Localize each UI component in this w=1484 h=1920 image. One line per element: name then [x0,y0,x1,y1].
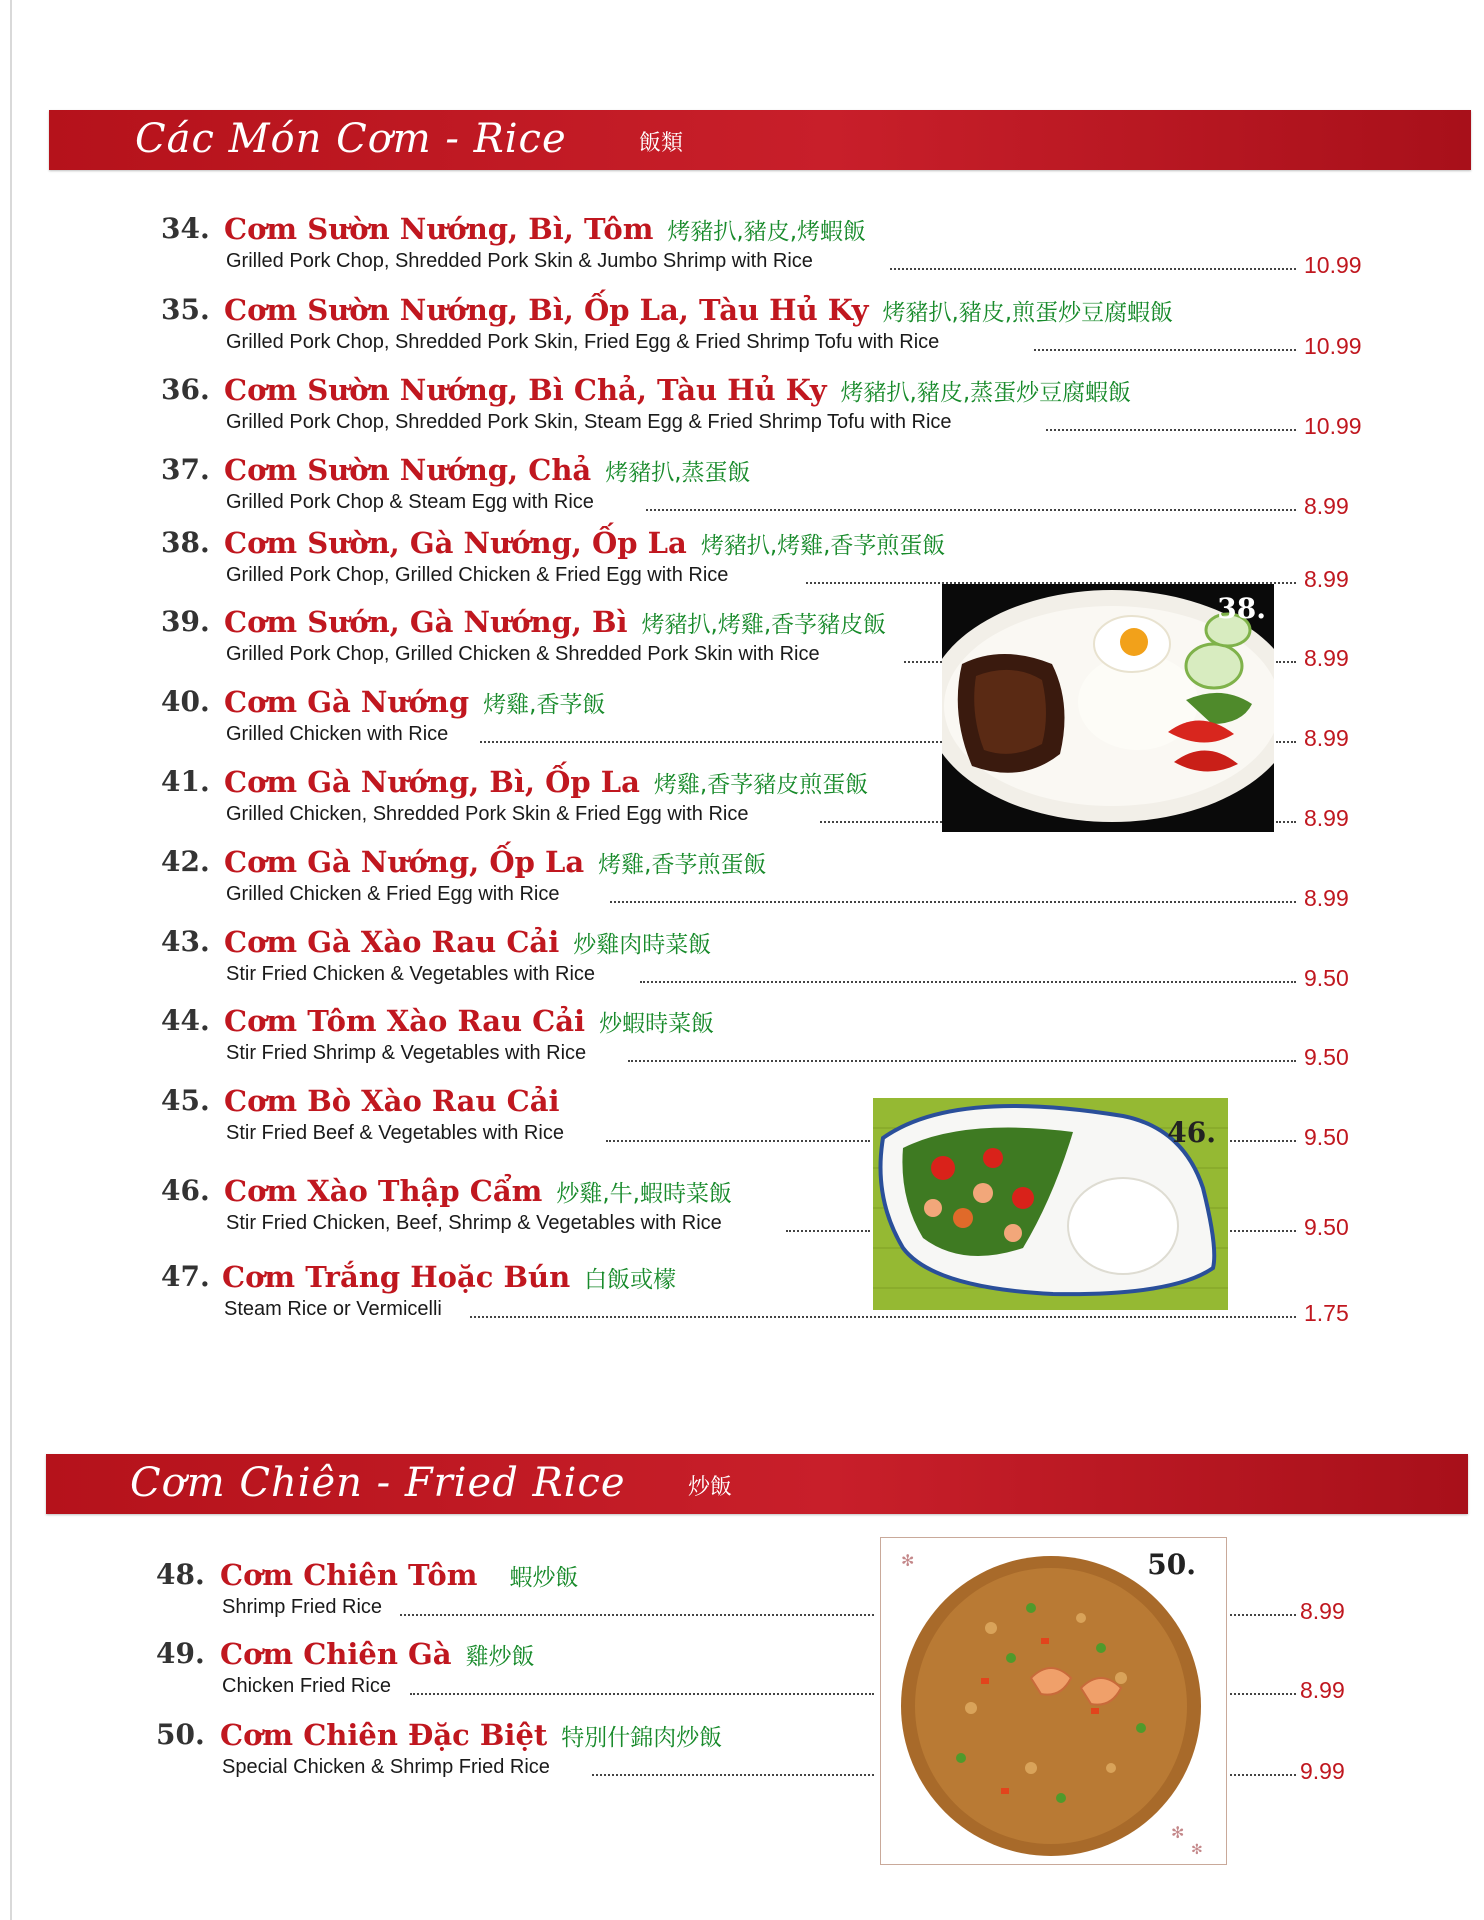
item-name-text: Cơm Sườn Nướng, Bì Chả, Tàu Hủ Ky [224,373,827,407]
item-chinese-name: 烤雞,香芧飯 [483,692,606,718]
dish-photo-50 [880,1537,1227,1865]
dot-leader [628,1060,1296,1062]
item-name-text: Cơm Sườn Nướng, Bì, Ốp La, Tàu Hủ Ky [224,293,869,327]
item-name [224,212,866,246]
item-name-text: Cơm Sướn, Gà Nướng, Bì [224,605,628,639]
dot-leader [1230,1614,1296,1616]
dot-leader [592,1774,874,1776]
menu-item [0,925,1484,995]
section-banner-rice [49,110,1471,170]
item-number: 36. [161,373,210,406]
item-name [224,1084,574,1118]
item-name [224,1004,714,1038]
item-name-text: Cơm Gà Nướng, Ốp La [224,845,585,879]
item-chinese-name: 烤豬扒,烤雞,香芧煎蛋飯 [700,533,946,559]
item-price: 8.99 [1304,645,1349,671]
item-name [224,1174,732,1208]
item-price: 9.50 [1304,965,1349,991]
dot-leader [470,1316,1296,1318]
item-number: 34. [161,212,210,245]
item-name-text: Cơm Gà Nướng [224,685,470,719]
dish-photo-46 [873,1098,1228,1310]
item-number: 42. [161,845,210,878]
item-price: 10.99 [1304,333,1362,359]
item-number: 40. [161,685,210,718]
item-name-text: Cơm Tôm Xào Rau Cải [224,1004,586,1038]
dot-leader [1276,661,1296,663]
item-name-text: Cơm Sườn, Gà Nướng, Ốp La [224,526,687,560]
item-chinese-name: 烤豬扒,豬皮,煎蛋炒豆腐蝦飯 [882,300,1174,326]
dot-leader [646,509,1296,511]
item-description: Stir Fried Beef & Vegetables with Rice [226,1122,564,1144]
dot-leader [786,1230,870,1232]
item-number: 44. [161,1004,210,1037]
dot-leader [400,1614,874,1616]
dish-photo-38 [942,584,1274,832]
item-description: Shrimp Fried Rice [222,1596,383,1618]
menu-item [0,1174,1484,1244]
item-number: 43. [161,925,210,958]
item-name [220,1558,578,1592]
fried-rice-plate-illustration [881,1538,1226,1864]
dot-leader [1230,1230,1296,1232]
item-name-text: Cơm Sườn Nướng, Bì, Tôm [224,212,654,246]
item-chinese-name: 白飯或檬 [584,1267,677,1293]
item-chinese-name: 烤雞,香芧煎蛋飯 [598,852,767,878]
item-description: Grilled Chicken, Shredded Pork Skin & Fried Egg with Rice [226,803,749,825]
item-price: 9.50 [1304,1214,1349,1240]
dot-leader [890,268,1296,270]
item-name [224,526,945,560]
item-description: Steam Rice or Vermicelli [224,1298,442,1320]
item-description: Stir Fried Chicken, Beef, Shrimp & Vegetables with Rice [226,1212,722,1234]
item-description: Grilled Pork Chop, Grilled Chicken & Shredded Pork Skin with Rice [226,643,820,665]
item-name-text: Cơm Sườn Nướng, Chả [224,453,592,487]
section-title: Cơm Chiên - Fried Rice [130,1460,626,1506]
item-chinese-name: 烤豬扒,蒸蛋飯 [605,460,751,486]
item-price: 8.99 [1300,1598,1345,1624]
dot-leader [1034,349,1296,351]
dot-leader [904,661,942,663]
item-price: 8.99 [1304,885,1349,911]
dot-leader [1276,821,1296,823]
menu-item [0,293,1484,363]
dot-leader [1230,1693,1296,1695]
dot-leader [610,901,1296,903]
item-description: Grilled Chicken with Rice [226,723,449,745]
item-price: 9.99 [1300,1758,1345,1784]
dot-leader [820,821,942,823]
svg-text:✻: ✻ [1171,1823,1185,1842]
section-banner-fried-rice [46,1454,1468,1514]
section-title: Các Món Cơm - Rice [135,116,567,162]
menu-item [0,453,1484,523]
dot-leader [410,1693,874,1695]
item-number: 37. [161,453,210,486]
item-name-text: Cơm Xào Thập Cẩm [224,1174,543,1208]
item-name-text: Cơm Gà Xào Rau Cải [224,925,560,959]
menu-item [0,1718,1484,1788]
item-price: 1.75 [1304,1300,1349,1326]
item-chinese-name: 烤豬扒,烤雞,香芧豬皮飯 [641,612,887,638]
item-description: Stir Fried Shrimp & Vegetables with Rice [226,1042,587,1064]
item-number: 48. [156,1558,205,1591]
item-name [224,925,711,959]
item-number: 38. [161,526,210,559]
item-number: 45. [161,1084,210,1117]
item-price: 9.50 [1304,1044,1349,1070]
menu-item [0,212,1484,282]
item-number: 46. [161,1174,210,1207]
item-name [224,685,605,719]
item-name-text: Cơm Chiên Tôm [220,1558,478,1592]
item-name [220,1718,722,1752]
item-name [224,845,766,879]
item-number: 35. [161,293,210,326]
dot-leader [1230,1774,1296,1776]
item-chinese-name: 特別什錦肉炒飯 [561,1725,723,1751]
item-name-text: Cơm Chiên Gà [220,1637,452,1671]
item-name [224,765,868,799]
item-chinese-name: 烤豬扒,豬皮,蒸蛋炒豆腐蝦飯 [840,380,1132,406]
item-name-text: Cơm Gà Nướng, Bì, Ốp La [224,765,640,799]
item-price: 8.99 [1304,566,1349,592]
menu-item [0,845,1484,915]
item-number: 47. [161,1260,210,1293]
dot-leader [480,741,942,743]
svg-text:✻: ✻ [1191,1842,1203,1858]
item-description: Grilled Chicken & Fried Egg with Rice [226,883,560,905]
item-number: 50. [156,1718,205,1751]
dish-photo-label: 50. [1147,1548,1196,1581]
item-price: 8.99 [1304,725,1349,751]
section-title-chinese: 飯類 [639,131,684,156]
dot-leader [1230,1140,1296,1142]
item-chinese-name: 雞炒飯 [465,1644,535,1670]
item-description: Grilled Pork Chop & Steam Egg with Rice [226,491,594,513]
item-price: 9.50 [1304,1124,1349,1150]
item-description: Grilled Pork Chop, Shredded Pork Skin, Fried Egg & Fried Shrimp Tofu with Rice [226,331,940,353]
menu-item [0,373,1484,443]
svg-text:✻: ✻ [901,1551,915,1570]
item-description: Stir Fried Chicken & Vegetables with Rice [226,963,596,985]
item-description: Chicken Fried Rice [222,1675,391,1697]
dish-photo-label: 38. [1217,592,1266,625]
item-number: 41. [161,765,210,798]
item-chinese-name: 炒雞,牛,蝦時菜飯 [556,1181,732,1207]
section-title-chinese: 炒飯 [688,1475,733,1500]
dot-leader [1276,741,1296,743]
menu-item [0,1004,1484,1074]
item-chinese-name: 炒蝦時菜飯 [599,1011,715,1037]
item-price: 10.99 [1304,413,1362,439]
item-price: 8.99 [1304,493,1349,519]
item-description: Grilled Pork Chop, Grilled Chicken & Fried Egg with Rice [226,564,729,586]
dish-photo-label: 46. [1167,1116,1216,1149]
item-name [220,1637,535,1671]
item-description: Grilled Pork Chop, Shredded Pork Skin, Steam Egg & Fried Shrimp Tofu with Rice [226,411,952,433]
item-number: 39. [161,605,210,638]
item-name-text: Cơm Trắng Hoặc Bún [222,1260,571,1294]
dot-leader [640,981,1296,983]
item-name [224,453,751,487]
item-price: 10.99 [1304,252,1362,278]
item-name [222,1260,676,1294]
item-price: 8.99 [1304,805,1349,831]
menu-item [0,1637,1484,1707]
menu-item [0,1084,1484,1154]
item-chinese-name: 烤雞,香芧豬皮煎蛋飯 [653,772,869,798]
item-number: 49. [156,1637,205,1670]
item-chinese-name: 炒雞肉時菜飯 [573,932,712,958]
menu-item [0,1558,1484,1628]
item-price: 8.99 [1300,1677,1345,1703]
dot-leader [1046,429,1296,431]
item-chinese-name: 蝦炒飯 [509,1565,579,1591]
item-name-text: Cơm Chiên Đặc Biệt [220,1718,548,1752]
menu-item [0,1260,1484,1330]
item-chinese-name: 烤豬扒,豬皮,烤蝦飯 [667,219,867,245]
item-name [224,605,886,639]
item-name-text: Cơm Bò Xào Rau Cải [224,1084,560,1118]
item-name [224,373,1131,407]
item-description: Special Chicken & Shrimp Fried Rice [222,1756,550,1778]
dot-leader [606,1140,870,1142]
item-description: Grilled Pork Chop, Shredded Pork Skin & Jumbo Shrimp with Rice [226,250,813,272]
item-name [224,293,1173,327]
